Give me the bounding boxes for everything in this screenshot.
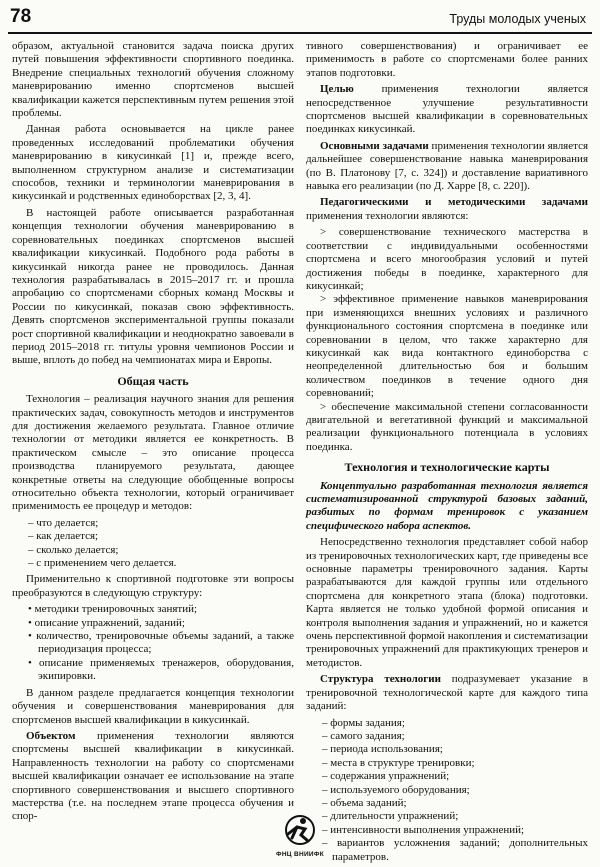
term-object: Объектом — [26, 729, 76, 742]
header-rule — [8, 32, 592, 34]
paragraph: Применительно к спортивной подготовке эти вопросы преобразуются в следующую структуру: — [12, 573, 294, 599]
paragraph: Технология – реализация научного знания для решения практических задач, совокупность методов и инструментов для достижения желаемого результата. Главное отличие технологии от методики является ее конкретность. В практическом смысле – это описание процесса производства планируемого результата, дающее конкретные ответы на следующие обобщенные вопросы относительно объекта технологии, который ограничивает применимость ее процедур и методов: — [12, 393, 294, 513]
list-item: • количество, тренировочные объемы заданий, а также периодизация процесса; — [12, 630, 294, 657]
list-item: – интенсивности выполнения упражнений; — [306, 824, 588, 837]
right-column — [306, 40, 588, 867]
structure-list — [12, 603, 294, 683]
logo-text: ФНЦ ВНИИФК — [275, 851, 325, 858]
list-item: – с применением чего делается. — [12, 557, 294, 570]
questions-list — [12, 517, 294, 571]
left-column — [12, 40, 294, 827]
list-item: > эффективное применение навыков маневрирования при изменяющихся внешних условиях и различного функционального состояния спортсмена в поединке или соревновании в целом, что также характерно для кикусинкай как вида контактного единоборства с неопределенной длительностью боя и большим количеством поединков в течение одного дня соревнований; — [306, 293, 588, 400]
paragraph: Непосредственно технология представляет собой набор из тренировочных технологических карт, где приведены все основные параметры тренировочного задания. Карты разрабатываются для каждой группы или отдельного спортсмена для конкретного этапа (блока) подготовки. Карта является не только удобной формой описания и контроля выполнения задания и упражнений, но и кажется очень перспективной формой накопления и систематизации тренировочных упражнений для практикующих тренеров и методистов. — [306, 536, 588, 669]
list-item: – что делается; — [12, 517, 294, 530]
list-item: • методики тренировочных занятий; — [12, 603, 294, 616]
term-goal: Целью — [320, 83, 354, 96]
athlete-logo-icon — [280, 814, 320, 846]
paragraph: В данном разделе предлагается концепция технологии обучения и совершенствования маневрирования для спортсменов высшей квалификации в кикусинкай. — [12, 686, 294, 726]
list-item: • описание упражнений, заданий; — [12, 617, 294, 630]
structure-items-list — [306, 717, 588, 864]
paragraph — [306, 196, 588, 223]
list-item: > обеспечение максимальной степени согласованности двигательной и вегетативной функций и максимальной реализации функционального потенциала в условиях поединка. — [306, 400, 588, 453]
tasks-list — [306, 226, 588, 454]
paragraph: Данная работа основывается на цикле ранее проведенных исследований проблематики обучения маневрированию в кикусинкай [1] и, прежде всего, выполненном структурном анализе и систематизации способов, техники и терминологии маневрирования в кикусинкай и родственных единоборствах [2, 3, 4]. — [12, 123, 294, 203]
list-item: – формы задания; — [306, 717, 588, 730]
paragraph-text: применения технологии является дальнейшее совершенствование навыка маневрирования (по В. Платонову [7, с. 324]) и доставление вариативного навыка его реализации (по Д. Харре [8, с. 220]). — [306, 139, 589, 193]
paragraph — [306, 83, 588, 137]
paragraph: тивного совершенствования) и ограничивает ее применимость в работе со спортсменами более ранних этапов подготовки. — [306, 40, 588, 79]
paragraph — [306, 140, 588, 194]
paragraph — [306, 673, 588, 713]
paragraph-text: применения технологии является непосредственное улучшение результативности спортсменов высшей квалификации в соревновательных поединках кикусинкай. — [306, 83, 588, 136]
paragraph — [12, 730, 294, 824]
paragraph-text: применения технологии являются спортсмены высшей квалификации в кикусинкай. Направленность технологии на работу со спортсменами высшей квалификации означает ее использование на этапе спортивного совершенствования и высшего спортивного мастерства (т.е. на последнем этапе процесса обучения и спор- — [12, 729, 294, 823]
running-title: Труды молодых ученых — [449, 12, 586, 26]
list-item: – места в структуре тренировки; — [306, 757, 588, 770]
section-heading-tech: Технология и технологические карты — [344, 460, 550, 475]
paragraph-text: применения технологии являются: — [306, 209, 469, 222]
list-item: – объема заданий; — [306, 797, 588, 810]
term-structure: Структура технологии — [320, 673, 441, 686]
list-item: – самого задания; — [306, 730, 588, 743]
term-main-tasks: Основными задачами — [320, 139, 429, 152]
list-item: – сколько делается; — [12, 544, 294, 557]
list-item: > совершенствование технического мастерства в соответствии с индивидуальными особенностями спортсмена и всего многообразия условий и путей достижения победы в поединке, характерного для кикусинкай; — [306, 226, 588, 292]
page-number: 78 — [10, 6, 32, 27]
paragraph: образом, актуальной становится задача поиска других путей повышения эффективности спортивного поединка. Внедрение специальных технологий обучения сложному маневрированию именно спортсменов высшей квалификации кажется перспективным путем решения этой проблемы. — [12, 40, 294, 120]
list-item: – вариантов усложнения заданий; дополнительных параметров. — [306, 837, 588, 864]
list-item: – как делается; — [12, 530, 294, 543]
list-item: – содержания упражнений; — [306, 770, 588, 783]
paragraph-text: подразумевает указание в тренировочной технологической карте для каждого типа заданий: — [306, 673, 588, 713]
list-item: • описание применяемых тренажеров, оборудования, экипировки. — [12, 657, 294, 684]
term-pedagogical-tasks: Педагогическими и методическими задачами — [320, 196, 588, 209]
lead-paragraph: Концептуально разработанная технология является систематизированной структурой базовых заданий, разбитых по формам тренировок с указанием специфического набора аспектов. — [306, 479, 588, 532]
publisher-logo — [270, 814, 330, 858]
section-heading-general: Общая часть — [117, 373, 189, 388]
paragraph: В настоящей работе описывается разработанная концепция технологии обучения маневрированию в соревновательных поединках спортсменов высшей квалификации кикусинкай. Подобного рода работы в кикусинкай никогда ранее не проводилось. Данная технология разрабатывалась в 2015–2017 гг. и прошла апробацию со спортсменами сборных команд Москвы и России по кикусинкай, показав свою эффективность. Девять спортсменов экспериментальной группы показали рост спортивной квалификации и неоднократно завоевали в период 2015–2018 гг. титулы уровня чемпионов России и выше, вплоть до побед на чемпионатах мира и Европы. — [12, 206, 294, 367]
list-item: – периода использования; — [306, 743, 588, 756]
list-item: – используемого оборудования; — [306, 784, 588, 797]
list-item: – длительности упражнений; — [306, 810, 588, 823]
